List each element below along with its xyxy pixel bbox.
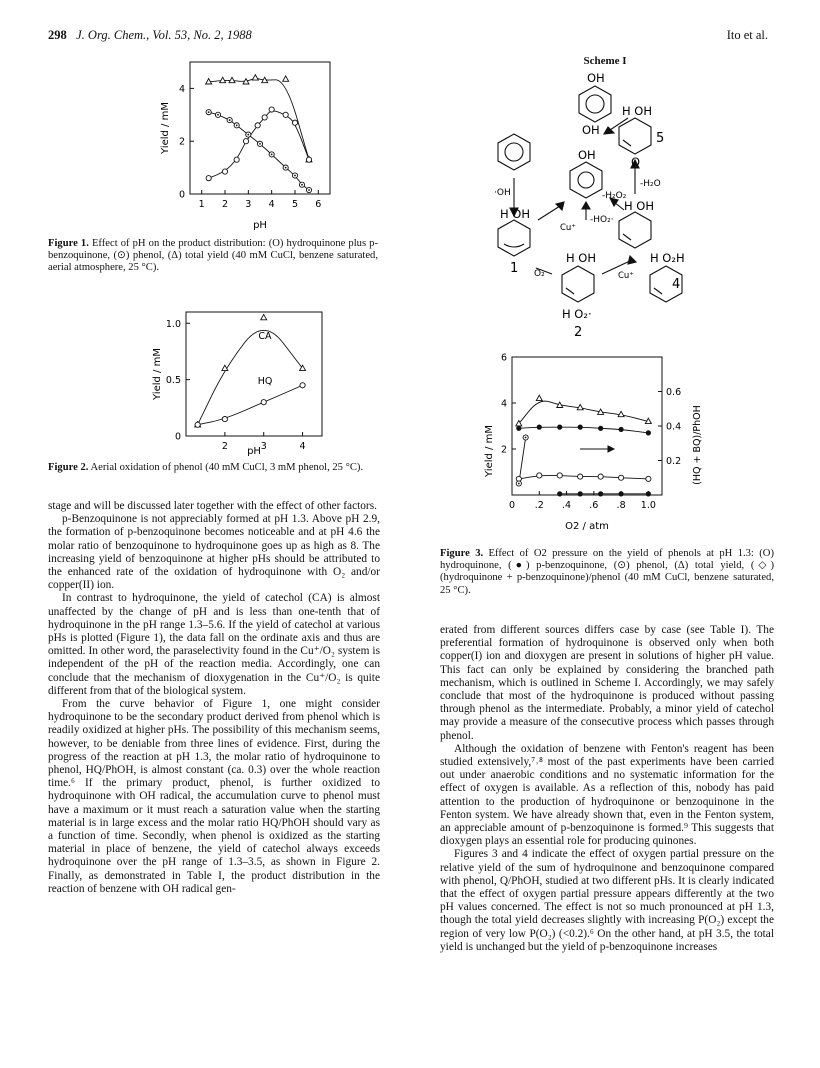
x-tick-label: .6 [589, 500, 599, 511]
series-0-point [261, 314, 267, 319]
series-1-point [300, 383, 305, 388]
running-header-left [48, 28, 252, 43]
scheme-label-h-oh-1: H OH [500, 207, 531, 221]
figure1-caption [48, 238, 378, 275]
series-2-point [557, 473, 562, 478]
figure3-ylabel: Yield / mM [484, 425, 495, 477]
scheme-label-oh-top: OH [587, 71, 605, 85]
x-tick-label: 3 [245, 199, 252, 210]
y-tick-label-right: 0.4 [666, 421, 682, 433]
x-tick-label: 4 [299, 441, 306, 452]
series-2-point [269, 107, 274, 112]
series-2-point [243, 139, 248, 144]
scheme-label-4: 4 [672, 277, 681, 292]
series-1-point [598, 426, 603, 431]
figure3-axis-arrow [580, 446, 614, 452]
scheme-label-oh-mid: OH [578, 148, 596, 162]
series-1-point [269, 152, 274, 157]
benzene-ring [498, 134, 530, 170]
figure1-xlabel: pH [253, 220, 267, 231]
scheme-title: Scheme I [583, 55, 627, 67]
series-2-point [578, 474, 583, 479]
figure2-curve-label-hq: HQ [257, 376, 273, 387]
series-1-point [195, 422, 200, 427]
series-1-point [261, 400, 266, 405]
y-tick-label: 0 [178, 189, 185, 201]
y-tick-label: 2 [500, 444, 507, 456]
y-tick-label: 1.0 [165, 318, 181, 330]
series-2-point [206, 176, 211, 181]
series-4-point [598, 491, 603, 496]
figure1-chart [160, 56, 340, 232]
scheme-label-1: 1 [510, 261, 519, 276]
paragraph: stage and will be discussed later together with the effect of other factors. [48, 500, 377, 512]
x-tick-label: 6 [315, 199, 322, 210]
series-1-point [215, 112, 220, 117]
scheme-label-h2o: -H₂O [640, 179, 661, 189]
series-2-point [646, 476, 651, 481]
y-tick-label: 2 [178, 136, 185, 148]
series-0-curve [519, 401, 649, 424]
figure2-caption-label: Figure 2. [48, 462, 89, 473]
scheme-label-2: 2 [574, 325, 583, 340]
figure2-caption [48, 462, 378, 474]
figure2-curve-label-ca: CA [258, 331, 272, 342]
scheme-label-cu-plus-1: Cu⁺ [560, 223, 576, 233]
figure3-chart [482, 345, 712, 535]
paragraph: In contrast to hydroquinone, the yield of catechol (CA) is almost unaffected by the change of pH and is less than one-tenth that of hydroquinone in the pH range 1.3–5.6. If the yield of catechol at various pHs is plotted (Figure 1), the data fall on the ordinate axis and thus are omitted. In other word, the paraselectivity found in the Cu⁺/O₂ system is independent of the pH of the reaction media. Accordingly, one can conclude that the mechanism of dioxygenation in the Cu⁺/O₂ is quite different from that of the biological system. [48, 592, 380, 697]
scheme-label-o2: O₂ [534, 269, 545, 279]
scheme-label-o-5: O [631, 155, 641, 169]
x-tick-label: .4 [562, 500, 572, 511]
series-2-point [234, 157, 239, 162]
figure3-xlabel: O2 / atm [565, 521, 609, 532]
paragraph: p-Benzoquinone is not appreciably formed at pH 1.3. Above pH 2.9, the formation of p-benzoquinone becomes noticeable and at pH 4.6 the molar ratio of benzoquinone to hydroquinone goes up as high as 8. The increasing yield of benzoquinone at higher pHs should be attributed to the enhanced rate of the oxidation of hydroquinone with O₂ and/or copper(II) ion. [48, 513, 380, 592]
x-tick-label: 2 [221, 199, 229, 210]
y-tick-label-right: 0.6 [666, 387, 682, 398]
paragraph: erated from different sources differs case by case (see Table I). The preferential formation of hydroquinone is observed only when both copper(I) ion and dioxygen are present in solutions of higher pH value. This fact can only be explained by considering the branched path mechanism, which is outlined in Scheme I. Accordingly, we may safely conclude that most of the hydroquinone is produced without passing through phenol as the intermediate. Probably, a minor yield of catechol may provide a measure of the consecutive process which passes through phenol. [440, 624, 774, 742]
scheme-label-ho2: -HO₂· [590, 215, 614, 225]
series-4-point [578, 491, 583, 496]
series-1-point [557, 425, 562, 430]
x-tick-label: 1.0 [640, 500, 656, 511]
scheme-label-oh-left: OH [582, 123, 600, 137]
x-tick-label: 3 [260, 441, 267, 452]
y-tick-label: 4 [178, 83, 185, 95]
figure3-caption-label: Figure 3. [440, 548, 484, 559]
journal-citation: J. Org. Chem., Vol. 53, No. 2, 1988 [76, 28, 252, 42]
series-3-point [516, 481, 521, 486]
series-1-point [306, 187, 311, 192]
series-2-point [255, 123, 260, 128]
series-1-point [234, 123, 239, 128]
paragraph: From the curve behavior of Figure 1, one might consider hydroquinone to be the secondary product derived from phenol which is readily oxidized at higher pHs. The possibility of this mechanism seems, however, to be deniable from three lines of evidence. First, during the progress of the reaction at pH 1.3, the molar ratio of hydroquinone to phenol, HQ/PhOH, is almost constant (ca. 0.3) over the whole reaction time.⁶ If the primary product, phenol, is further oxidized to hydroquinone with OH radical, the accumulation curve to phenol must have a maximum or it must reach a saturation value when the starting material is in large excess and the molar ratio HQ/PhOH should vary as a function of time. Secondly, when phenol is oxidized as the starting material in place of benzene, the yield of catechol always exceeds hydroquinone over the pH range of 1.3–3.5, as shown in Figure 2. Finally, as demonstrated in Table I, the product distribution in the reaction of benzene with OH radical gen- [48, 698, 380, 895]
series-1-point [246, 132, 251, 137]
figure1-caption-text: Effect of pH on the product distribution: (O) hydroquinone plus p-benzoquinone, (⊙) phenol, (Δ) total yield (40 mM CuCl, benzene saturated, aerial atmosphere, 25 °C). [48, 238, 378, 274]
series-1-point [283, 165, 288, 170]
series-3-point [523, 435, 528, 440]
scheme-diagram [490, 70, 720, 360]
x-tick-label: 2 [221, 441, 228, 452]
x-tick-label: .8 [616, 500, 626, 511]
series-1-point [618, 427, 623, 432]
series-4-point [618, 491, 623, 496]
series-0-point [220, 77, 226, 82]
figure2-axes [186, 312, 322, 436]
series-1-curve [198, 385, 303, 424]
series-1-point [257, 141, 262, 146]
series-2-point [598, 474, 603, 479]
left-column-text [48, 500, 380, 896]
figure3-caption-text: Effect of O2 pressure on the yield of phenols at pH 1.3: (O) hydroquinone, (●) p-benzoquinone, (⊙) phenol, (Δ) total yield, (◇) (hydroquinone + p-benzoquinone)/phenol (40 mM CuCl, benzene saturated, 25 °C). [440, 548, 774, 596]
x-tick-label: .2 [534, 500, 544, 511]
compound5-ring [619, 118, 651, 154]
x-tick-label: 4 [268, 199, 275, 210]
figure2-ylabel: Yield / mM [152, 348, 163, 400]
figure2-chart [152, 306, 332, 456]
series-0-point [618, 411, 624, 416]
y-tick-label-right: 0.2 [666, 456, 682, 467]
page-number: 298 [48, 28, 67, 42]
phenol-ring [570, 162, 602, 198]
series-0-curve [198, 330, 303, 424]
series-1-point [516, 426, 521, 431]
scheme-label-h2o2: -H₂O₂ [602, 191, 627, 201]
compound2-ring [562, 266, 594, 302]
series-1-point [227, 117, 232, 122]
figure3-caption [440, 548, 774, 597]
figure2-caption-text: Aerial oxidation of phenol (40 mM CuCl, 3 mM phenol, 25 °C). [90, 462, 364, 473]
figure1-ylabel: Yield / mM [160, 102, 171, 154]
scheme-label-oh-radical: ·OH [494, 188, 511, 198]
y-tick-label: 6 [500, 352, 507, 364]
x-tick-label: 5 [291, 199, 299, 210]
series-2-point [537, 473, 542, 478]
figure3-axes [512, 357, 662, 495]
paragraph: Figures 3 and 4 indicate the effect of oxygen partial pressure on the relative yield of the sum of hydroquinone and benzoquinone compared with phenol, Q/PhOH, studied at two different pHs. It is clearly indicated that the effect of oxygen partial pressure appears differently at the two pH values concerned. The effect is not so much pronounced at pH 1.3, though the total yield decreases slightly with increasing P(O₂) except the region of very low P(O₂) (<0.2).⁶ On the other hand, at pH 3.5, the total yield is unchanged but the yield of p-benzoquinone increases [440, 848, 774, 953]
running-header-authors: Ito et al. [726, 28, 768, 42]
series-0-curve [209, 79, 309, 160]
series-1-point [299, 182, 304, 187]
figure2-xlabel: pH [247, 446, 261, 456]
y-tick-label: 0 [174, 431, 181, 443]
scheme-label-h-oh-5: H OH [622, 104, 653, 118]
x-tick-label: 1 [198, 199, 205, 210]
compound1-ring [498, 220, 530, 256]
scheme-label-h-o2: H O₂· [562, 307, 592, 321]
series-0-point [283, 76, 289, 81]
scheme-label-5: 5 [656, 131, 665, 146]
scheme-label-cu-plus-2: Cu⁺ [618, 271, 634, 281]
scheme-label-h-o2h: H O₂H [650, 251, 685, 265]
x-tick-label: 0 [508, 500, 516, 511]
series-2-point [306, 157, 311, 162]
series-1-point [578, 425, 583, 430]
series-4-point [557, 491, 562, 496]
figure1-caption-label: Figure 1. [48, 238, 89, 249]
series-1-point [537, 425, 542, 430]
figure3-ylabel-right: (HQ + BQ)/PhOH [692, 405, 703, 485]
series-1-point [292, 173, 297, 178]
series-1-point [206, 110, 211, 115]
cyclohexadienol-ring [619, 212, 651, 248]
scheme-label-h-oh-right: H OH [624, 199, 655, 213]
series-0-point [536, 395, 542, 400]
series-2-point [292, 120, 297, 125]
hydroquinone-ring [579, 86, 611, 122]
y-tick-label: 0.5 [165, 375, 181, 387]
series-4-point [646, 491, 651, 496]
series-1-point [222, 416, 227, 421]
series-0-point [229, 77, 235, 82]
y-tick-label: 4 [500, 398, 507, 410]
series-2-point [262, 115, 267, 120]
series-2-point [283, 112, 288, 117]
series-0-point [252, 75, 258, 80]
series-2-point [222, 169, 227, 174]
scheme-label-h-oh-mid: H OH [566, 251, 597, 265]
series-1-point [646, 430, 651, 435]
paragraph: Although the oxidation of benzene with Fenton's reagent has been studied extensively,⁷˒⁸ most of the past experiments have been carried out under anaerobic conditions and no systematic information for the effect of oxygen is available. As a reflection of this, nobody has paid attention to the production of hydroquinone or benzoquinone in the Fenton system. We have already shown that, even in the Fenton system, an appreciable amount of p-benzoquinone is formed.⁹ This suggests that dioxygen plays an essential role for producing quinones. [440, 742, 774, 848]
series-2-point [618, 475, 623, 480]
right-column-text [440, 624, 774, 954]
